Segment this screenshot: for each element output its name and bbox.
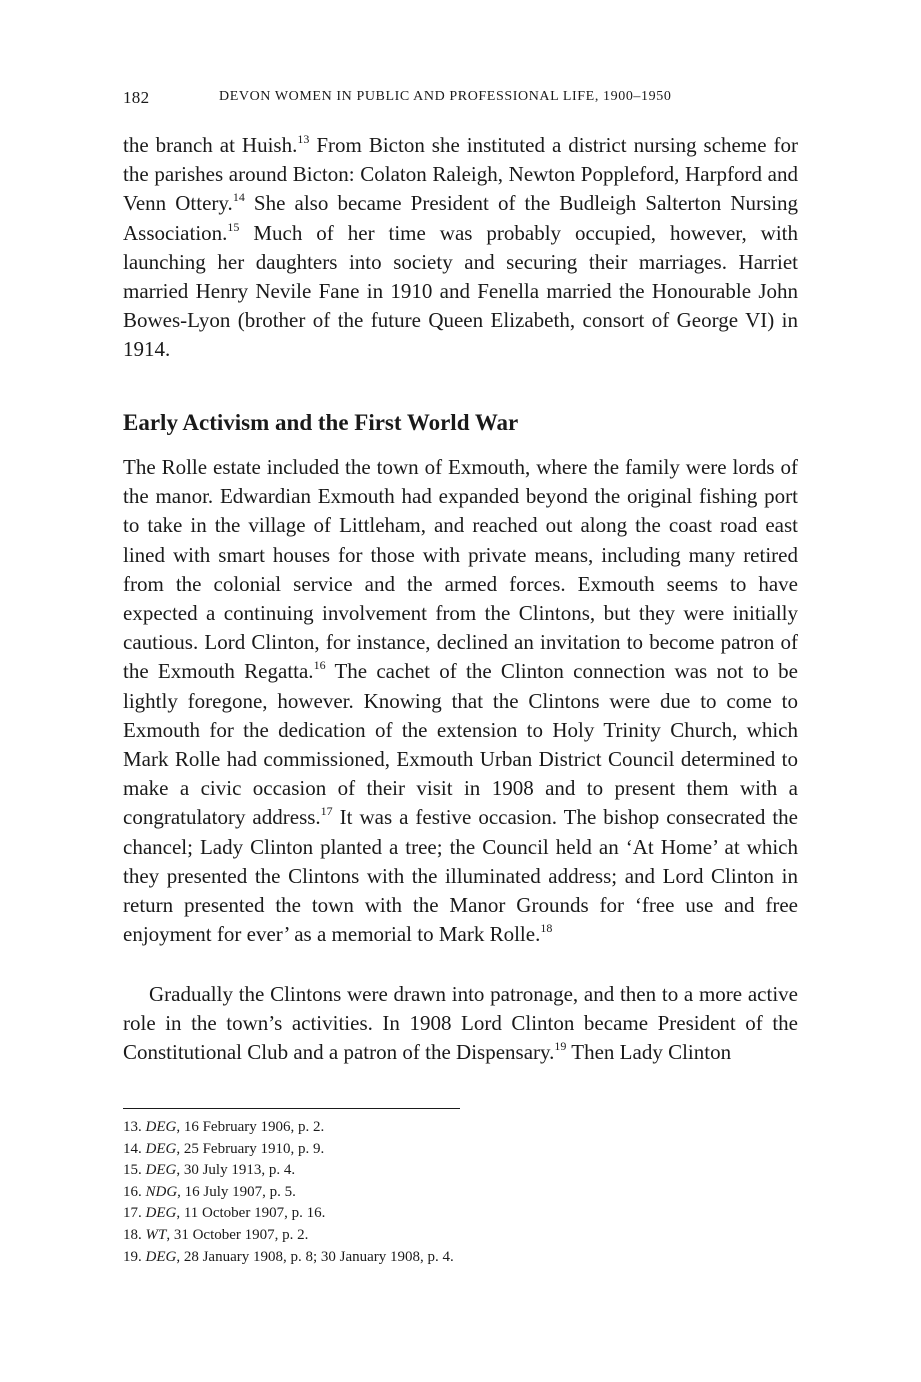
- paragraph-text: It was a festive occasion. The bishop consecrated the chancel; Lady Clinton planted a tree; the Council held an ‘At Home’ at which they presented the Clintons with the illuminated address; and Lord Clinton in return presented the town with the Manor Grounds for ‘free use and free enjoyment for ever’ as a memorial to Mark Rolle.: [123, 805, 798, 947]
- footnote-source: DEG: [145, 1205, 177, 1222]
- footnotes-list: [123, 1117, 798, 1268]
- footnote-number: 19.: [123, 1248, 142, 1265]
- footnote-number: 16.: [123, 1183, 142, 1200]
- footnote-number: 13.: [123, 1119, 142, 1135]
- section-heading: Early Activism and the First World War: [123, 410, 519, 435]
- footnote-source: DEG: [145, 1162, 177, 1179]
- paragraph-1: [123, 131, 798, 365]
- footnote-source: DEG: [145, 1119, 177, 1135]
- footnote-item: [123, 1203, 798, 1225]
- footnote-citation: , 11 October 1907, p. 16.: [176, 1205, 326, 1222]
- footnote-source: DEG: [145, 1140, 177, 1157]
- running-header: [123, 88, 798, 110]
- footnote-number: 17.: [123, 1205, 142, 1222]
- paragraph-text: Then Lady Clinton: [566, 1040, 732, 1065]
- paragraph-text: Gradually the Clintons were drawn into patronage, and then to a more active role in the town’s activities. In 1908 Lord Clinton became President of the Constitutional Club and a patron of the Dispensary.: [123, 982, 798, 1065]
- footnote-citation: , 28 January 1908, p. 8; 30 January 1908, p. 4.: [176, 1248, 454, 1265]
- footnote-item: [123, 1160, 798, 1182]
- footnote-item: [123, 1225, 798, 1247]
- footnote-ref[interactable]: 15: [227, 219, 240, 234]
- footnote-ref[interactable]: 17: [320, 804, 333, 819]
- footnote-ref[interactable]: 16: [313, 658, 326, 673]
- paragraph-text: The Rolle estate included the town of Exmouth, where the family were lords of the manor. Edwardian Exmouth had expanded beyond the original fishing port to take in the village of Littleham, and reached out along the coast road east lined with smart houses for those with private means, including many retired from the colonial service and the armed forces. Exmouth seems to have expected a continuing involvement from the Clintons, but they were initially cautious. Lord Clinton, for instance, declined an invitation to become patron of the Exmouth Regatta.: [123, 455, 798, 684]
- footnote-item: [123, 1247, 798, 1269]
- page-number: 182: [123, 88, 150, 107]
- footnote-number: 15.: [123, 1162, 142, 1179]
- footnote-citation: , 16 July 1907, p. 5.: [177, 1183, 296, 1200]
- footnote-ref[interactable]: 13: [297, 132, 310, 146]
- paragraph-text: The cachet of the Clinton connection was not to be lightly foregone, however. Knowing that the Clintons were due to come to Exmouth for the dedication of the extension to Holy Trinity Church, which Mark Rolle had commissioned, Exmouth Urban District Council determined to make a civic occasion of their visit in 1908 and to present them with a congratulatory address.: [123, 659, 798, 830]
- footnote-ref[interactable]: 18: [540, 921, 553, 936]
- footnote-citation: , 16 February 1906, p. 2.: [176, 1119, 325, 1135]
- footnote-source: WT: [145, 1226, 167, 1243]
- footnote-citation: , 30 July 1913, p. 4.: [176, 1162, 296, 1179]
- paragraph-3: [123, 980, 798, 1068]
- footnote-citation: , 31 October 1907, p. 2.: [166, 1226, 309, 1243]
- paragraph-text: From Bicton she instituted a district nursing scheme for the parishes around Bicton: Colaton Raleigh, Newton Poppleford, Harpford and Venn Ottery.: [123, 133, 799, 216]
- footnote-item: [123, 1182, 798, 1204]
- footnote-ref[interactable]: 19: [554, 1039, 567, 1054]
- paragraph-text: She also became President of the Budleigh Salterton Nursing Association.: [123, 191, 798, 245]
- footnote-number: 14.: [123, 1140, 142, 1157]
- footnote-divider: [123, 1108, 460, 1109]
- footnote-ref[interactable]: 14: [232, 190, 245, 205]
- running-title: DEVON WOMEN IN PUBLIC AND PROFESSIONAL LIFE, 1900–1950: [219, 89, 672, 104]
- footnote-source: NDG: [145, 1183, 178, 1200]
- paragraph-text: Much of her time was probably occupied, however, with launching her daughters into society and securing their marriages. Harriet married Henry Nevile Fane in 1910 and Fenella married the Honourable John Bowes-Lyon (brother of the future Queen Elizabeth, consort of George VI) in 1914.: [123, 220, 798, 362]
- footnote-citation: , 25 February 1910, p. 9.: [176, 1140, 325, 1157]
- footnote-item: [123, 1139, 798, 1161]
- paragraph-text: the branch at Huish.: [123, 133, 298, 157]
- footnote-item: [123, 1117, 798, 1139]
- footnote-number: 18.: [123, 1226, 142, 1243]
- footnote-source: DEG: [145, 1248, 177, 1265]
- paragraph-2: [123, 453, 798, 949]
